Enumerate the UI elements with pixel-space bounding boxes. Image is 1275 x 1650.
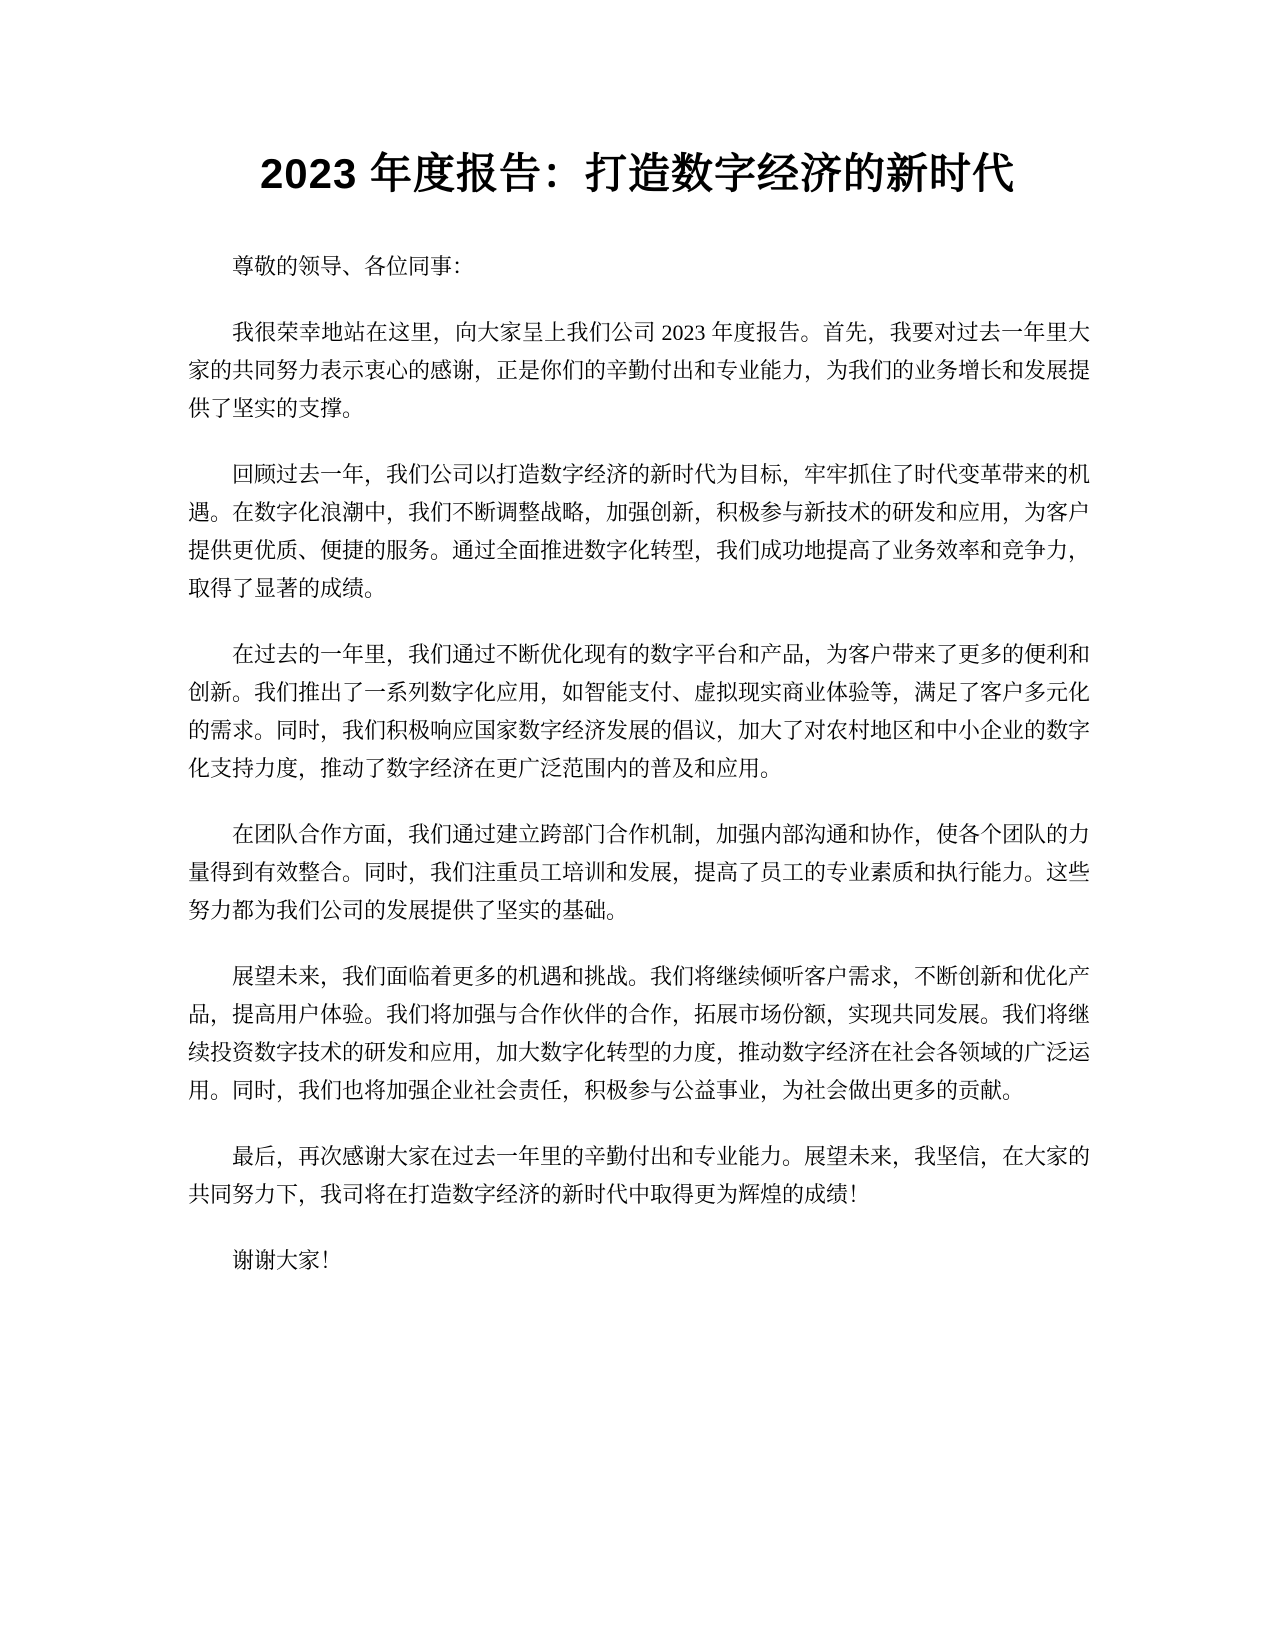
paragraph-review: 回顾过去一年，我们公司以打造数字经济的新时代为目标，牢牢抓住了时代变革带来的机遇。在数字化浪潮中，我们不断调整战略，加强创新，积极参与新技术的研发和应用，为客户提供更优质、便捷的服务。通过全面推进数字化转型，我们成功地提高了业务效率和竞争力，取得了显著的成绩。	[188, 462, 1091, 601]
paragraph-outlook: 展望未来，我们面临着更多的机遇和挑战。我们将继续倾听客户需求，不断创新和优化产品，提高用户体验。我们将加强与合作伙伴的合作，拓展市场份额，实现共同发展。我们将继续投资数字技术的研发和应用，加大数字化转型的力度，推动数字经济在社会各领域的广泛运用。同时，我们也将加强企业社会责任，积极参与公益事业，为社会做出更多的贡献。	[188, 964, 1091, 1103]
paragraph-closing-thanks: 最后，再次感谢大家在过去一年里的辛勤付出和专业能力。展望未来，我坚信，在大家的共同努力下，我司将在打造数字经济的新时代中取得更为辉煌的成绩！	[188, 1144, 1091, 1207]
closing: 谢谢大家！	[232, 1248, 343, 1273]
paragraph-products: 在过去的一年里，我们通过不断优化现有的数字平台和产品，为客户带来了更多的便利和创新。我们推出了一系列数字化应用，如智能支付、虚拟现实商业体验等，满足了客户多元化的需求。同时，我们积极响应国家数字经济发展的倡议，加大了对农村地区和中小企业的数字化支持力度，推动了数字经济在更广泛范围内的普及和应用。	[188, 642, 1091, 781]
paragraph-teamwork: 在团队合作方面，我们通过建立跨部门合作机制，加强内部沟通和协作，使各个团队的力量得到有效整合。同时，我们注重员工培训和发展，提高了员工的专业素质和执行能力。这些努力都为我们公司的发展提供了坚实的基础。	[188, 822, 1091, 923]
document-title: 2023 年度报告：打造数字经济的新时代	[259, 150, 1016, 197]
salutation: 尊敬的领导、各位同事：	[232, 254, 475, 279]
document-body	[188, 248, 1090, 1308]
paragraph-intro: 我很荣幸地站在这里，向大家呈上我们公司 2023 年度报告。首先，我要对过去一年里大家的共同努力表示衷心的感谢，正是你们的辛勤付出和专业能力，为我们的业务增长和发展提供了坚实的支撑。	[188, 320, 1091, 421]
